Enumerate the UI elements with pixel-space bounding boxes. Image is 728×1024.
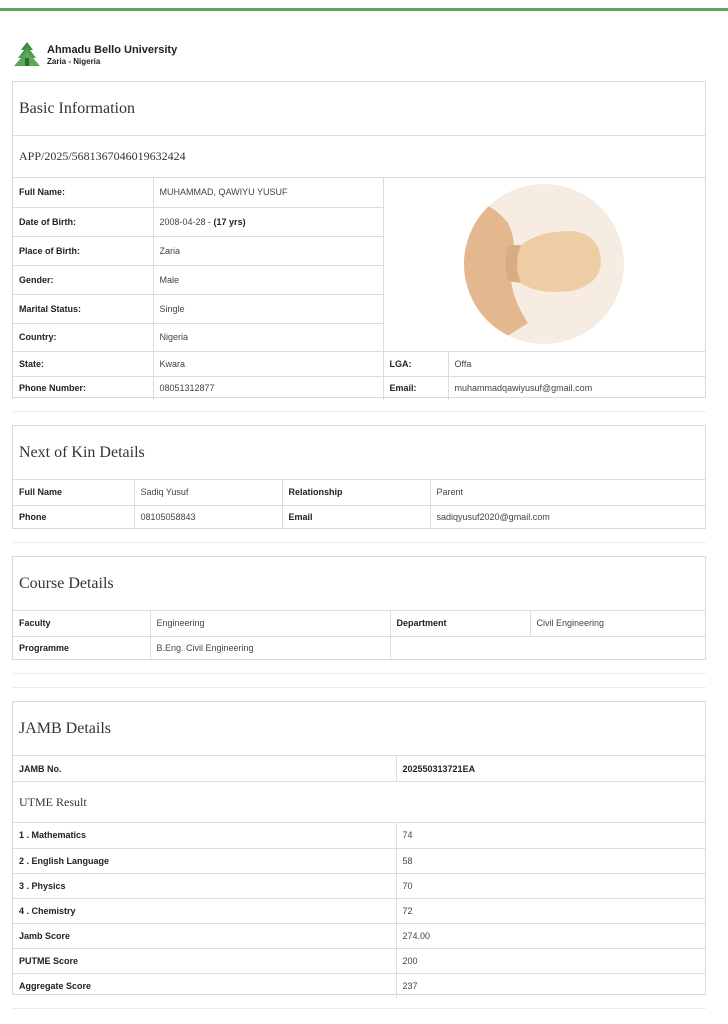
kin-relationship-label: Relationship <box>282 480 430 505</box>
result-label: 3 . Physics <box>13 873 396 898</box>
faculty-value: Engineering <box>150 611 390 636</box>
programme-label: Programme <box>13 636 150 660</box>
kin-email-value: sadiqyusuf2020@gmail.com <box>430 505 705 529</box>
marital-status-label: Marital Status: <box>13 294 153 323</box>
result-value: 237 <box>396 973 705 998</box>
kin-full-name-label: Full Name <box>13 480 134 505</box>
pob-value: Zaria <box>153 236 383 265</box>
email-label: Email: <box>383 376 448 400</box>
basic-information-table <box>13 178 705 400</box>
jamb-no-value: 202550313721EA <box>396 756 705 781</box>
result-row <box>13 923 705 948</box>
state-value: Kwara <box>153 351 383 376</box>
result-row <box>13 823 705 848</box>
email-value: muhammadqawiyusuf@gmail.com <box>448 376 705 400</box>
university-name: Ahmadu Bello University <box>47 44 178 56</box>
university-logo-icon <box>12 40 42 68</box>
university-header <box>12 40 177 68</box>
kin-email-label: Email <box>282 505 430 529</box>
result-label: Aggregate Score <box>13 973 396 998</box>
result-row <box>13 873 705 898</box>
kin-phone-value: 08105058843 <box>134 505 282 529</box>
result-row <box>13 973 705 998</box>
basic-information-title: Basic Information <box>13 82 705 136</box>
application-number: APP/2025/5681367046019632424 <box>13 136 705 178</box>
lga-label: LGA: <box>383 351 448 376</box>
jamb-no-label: JAMB No. <box>13 756 396 781</box>
utme-results-table <box>13 823 705 998</box>
gender-value: Male <box>153 265 383 294</box>
jamb-details-panel <box>12 701 706 995</box>
phone-label: Phone Number: <box>13 376 153 400</box>
photo-cell <box>383 178 705 351</box>
department-label: Department <box>390 611 530 636</box>
pob-label: Place of Birth: <box>13 236 153 265</box>
next-of-kin-panel <box>12 425 706 529</box>
divider <box>12 1008 706 1009</box>
kin-full-name-value: Sadiq Yusuf <box>134 480 282 505</box>
course-details-panel <box>12 556 706 660</box>
divider <box>12 411 706 412</box>
dob-value <box>153 207 383 236</box>
result-row <box>13 848 705 873</box>
result-label: 2 . English Language <box>13 848 396 873</box>
divider <box>12 542 706 543</box>
divider <box>12 673 706 674</box>
next-of-kin-table <box>13 480 705 529</box>
result-value: 58 <box>396 848 705 873</box>
programme-value: B.Eng. Civil Engineering <box>150 636 390 660</box>
basic-information-panel <box>12 81 706 398</box>
result-value: 274.00 <box>396 923 705 948</box>
full-name-value: MUHAMMAD, QAWIYU YUSUF <box>153 178 383 207</box>
full-name-label: Full Name: <box>13 178 153 207</box>
dob-label: Date of Birth: <box>13 207 153 236</box>
result-value: 70 <box>396 873 705 898</box>
faculty-label: Faculty <box>13 611 150 636</box>
course-details-table <box>13 611 705 660</box>
result-label: Jamb Score <box>13 923 396 948</box>
country-value: Nigeria <box>153 323 383 351</box>
jamb-details-title: JAMB Details <box>13 702 705 756</box>
result-value: 200 <box>396 948 705 973</box>
result-row <box>13 948 705 973</box>
marital-status-value: Single <box>153 294 383 323</box>
result-label: PUTME Score <box>13 948 396 973</box>
top-accent-bar <box>0 8 728 11</box>
result-value: 72 <box>396 898 705 923</box>
university-location: Zaria - Nigeria <box>47 57 101 66</box>
next-of-kin-title: Next of Kin Details <box>13 426 705 480</box>
kin-phone-label: Phone <box>13 505 134 529</box>
dob-date: 2008-04-28 - <box>159 216 214 227</box>
kin-relationship-value: Parent <box>430 480 705 505</box>
utme-result-title: UTME Result <box>13 781 705 823</box>
divider <box>12 687 706 688</box>
jamb-number-table <box>13 756 705 781</box>
country-label: Country: <box>13 323 153 351</box>
result-label: 4 . Chemistry <box>13 898 396 923</box>
applicant-photo <box>463 183 625 345</box>
dob-age: (17 yrs) <box>213 216 246 227</box>
result-row <box>13 898 705 923</box>
gender-label: Gender: <box>13 265 153 294</box>
result-label: 1 . Mathematics <box>13 823 396 848</box>
result-value: 74 <box>396 823 705 848</box>
lga-value: Offa <box>448 351 705 376</box>
empty-cell <box>390 636 705 660</box>
phone-value: 08051312877 <box>153 376 383 400</box>
department-value: Civil Engineering <box>530 611 705 636</box>
course-details-title: Course Details <box>13 557 705 611</box>
state-label: State: <box>13 351 153 376</box>
